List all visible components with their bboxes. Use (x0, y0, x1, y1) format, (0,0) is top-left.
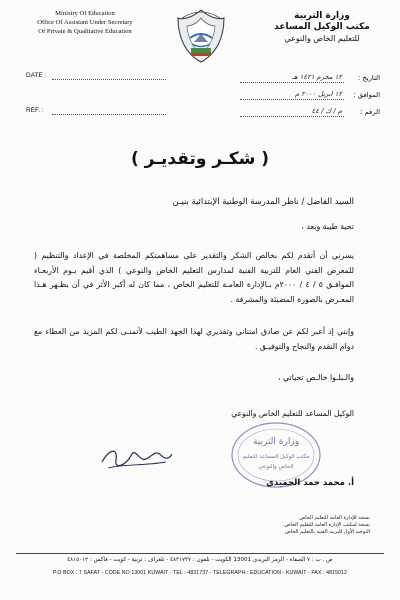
addressee: السيد الفاضل / ناظر المدرسة الوطنية الإبتدائية بنيـن (172, 196, 354, 206)
office-name-en: Office Of Assistant Under Secretary (37, 19, 133, 26)
stamp-line-3: الخاص والنوعي (258, 464, 294, 470)
office-sub-ar: للتعليم الخاص والنوعي (284, 34, 360, 43)
closing-line: والـبلـوا خالـص تحياتي ، (278, 373, 354, 382)
footer-address-ar: ص . ب : ٧ الصفاة - الرمز البريدي 13001 الكويت - تلفون : ٤٨٣١٧٣٧ - تلغراف : تربية - كويت - فاكس : ٤٨١٥٠١٢ (67, 557, 333, 563)
signatory-title: الوكيل المساعد للتعليم الخاص والنوعي (231, 409, 354, 418)
arabic-letterhead (262, 11, 382, 44)
signatory-name: أ. محمد حمد الحميدي (266, 478, 354, 488)
stamp-line-1: وزارة التربية (252, 437, 300, 447)
ref-line-ar (240, 116, 344, 117)
corresp-field-ar (240, 91, 380, 102)
date-line-ar (240, 82, 344, 83)
date-line (52, 79, 166, 80)
date-field-en (26, 72, 166, 82)
greeting: تحية طيبة وبعد ، (301, 222, 354, 231)
footer-address-en: P.O BOX : 7 SAFAT - CODE NO 13001 KUWAIT - TEL : 4831737 - TELEGRAPH : EDUCATION - KUWAIT - FAX : 4815012 (53, 570, 347, 576)
ref-label-en: REF. : (26, 107, 44, 114)
ref-value-ar: م / ك / ٤٤ (311, 107, 342, 115)
letter-title: ( شكـر وتقديـر ) (130, 149, 270, 169)
body-paragraph-2: وإنني إذ أعبر لكم عن صادق امتناني وتقديري لهذا الجهد الطيب لأتمنـى لكم المزيد من العطاء مع دوام التقدم والنجاح والتوفيـق . (34, 327, 354, 351)
corresp-line-ar (240, 99, 344, 100)
ref-line (52, 114, 166, 115)
date-label-ar: التاريخ : (357, 74, 380, 82)
english-letterhead (10, 9, 160, 36)
date-label-en: DATE : (26, 72, 47, 79)
office-sub-en: Of Private & Qualitative Education (38, 28, 132, 35)
state-emblem-icon (170, 4, 232, 66)
ref-field-en (26, 107, 166, 117)
corresp-label-ar: الموافق : (353, 91, 380, 99)
carbon-copy-list (230, 515, 370, 536)
cc-item: التوجيه الأول للتربية الفنية بالتعليم الخاص (284, 529, 370, 535)
date-field-ar (240, 74, 380, 85)
handwritten-signature (96, 440, 176, 474)
date-value-ar: ١٢ محرم ١٤٢١ هـ (292, 73, 342, 81)
office-name-ar: مكتب الوكيل المساعد (274, 22, 370, 32)
cc-item: نسخة لمكتب الإدارة العامة للتعليم الخاص (284, 522, 370, 528)
stamp-line-2: مكتب الوكيل المساعد للتعليم (242, 454, 310, 460)
body-paragraph-1: يسرني أن أتقدم لكم بخالص الشكر والتقدير على مساهمتكم المخلصة في الإعداد والتنظيم ( للمعرض الفني العام للتربية الفنية لمدارس التعليم الخاص والنوعي ) الذي أقيم يـوم الأربعـاء الموافـق ٥ / ٤ / ٢٠٠٠م بـالإدارة العامـة للتعليم الخاص ، مما كان له أكبر الأثر في أن يظـهر هـذا المعـرض بالصورة المضيئة والمشرفة . (34, 251, 354, 304)
ministry-name-en: Ministry Of Education (55, 10, 115, 17)
footer-divider (16, 553, 384, 554)
ref-label-ar: الرقم : (360, 108, 380, 116)
cc-item: نسخة للإدارة العامة للتعليم الخاص (299, 515, 370, 521)
corresp-value-ar: ١٢ ابريل ٢٠٠٠ م (294, 90, 342, 98)
ministry-name-ar: وزارة التربية (294, 11, 350, 21)
ref-field-ar (240, 108, 380, 119)
